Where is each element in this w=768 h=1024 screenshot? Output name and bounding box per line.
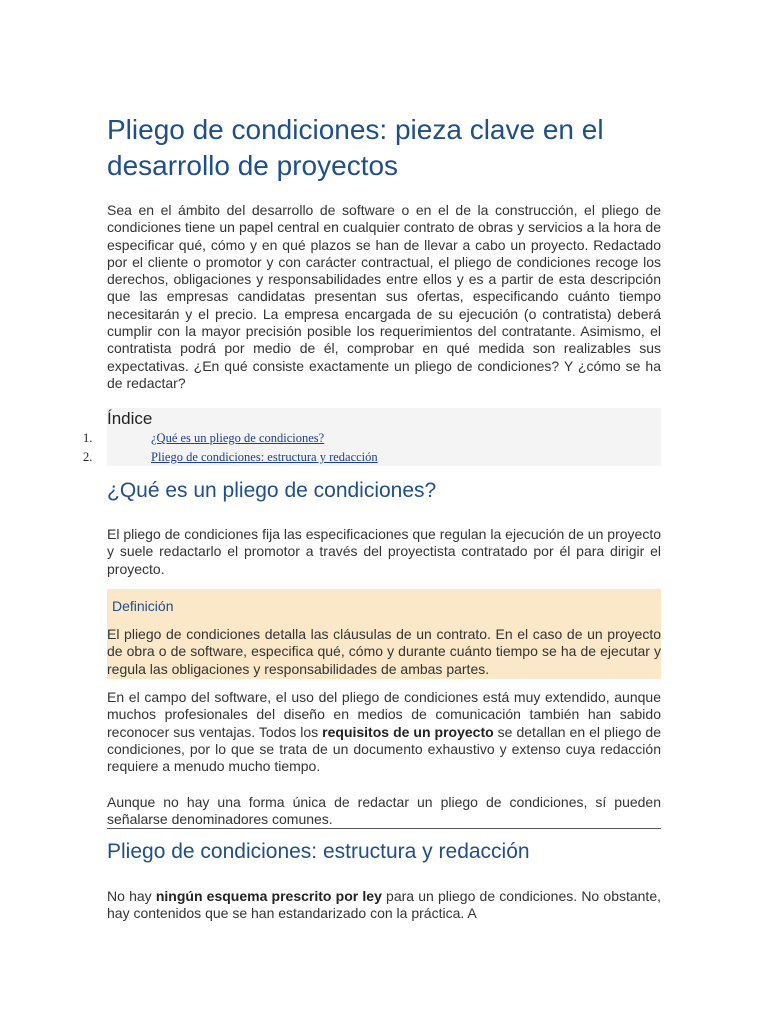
section1-paragraph: El pliego de condiciones fija las especificaciones que regulan la ejecución de un proyecto y suele redactarlo el promotor a través del proyectista contratado por él para dirigir el proyecto. [107,526,661,577]
section-heading-what-is: ¿Qué es un pliego de condiciones? [107,479,437,502]
section-heading-structure: Pliego de condiciones: estructura y redacción [107,840,530,863]
section2-paragraph: No hay ningún esquema prescrito por ley para un pliego de condiciones. No obstante, hay contenidos que se han estandarizado con la práctica. A [107,888,662,922]
definition-text: El pliego de condiciones detalla las cláusulas de un contrato. En el caso de un proyecto de obra o de software, especifica qué, cómo y durante cuánto tiempo se ha de ejecutar y regula las obligaciones y responsabilidades de ambas partes. [107,626,661,677]
toc-item-number: 1. [83,431,93,445]
divider [107,828,661,829]
toc-link-what-is[interactable]: ¿Qué es un pliego de condiciones? [151,431,325,445]
section1-paragraph-3: Aunque no hay una forma única de redactar un pliego de condiciones, sí pueden señalarse denominadores comunes. [107,794,661,828]
bold-text: requisitos de un proyecto [322,723,494,740]
intro-paragraph: Sea en el ámbito del desarrollo de software o en el de la construcción, el pliego de condiciones tiene un papel central en cualquier contrato de obras y servicios a la hora de especificar qué, cómo y en qué plazos se han de llevar a cabo un proyecto. Redactado por el cliente o promotor y con carácter contractual, el pliego de condiciones recoge los derechos, obligaciones y responsabilidades entre ellos y es a partir de esta descripción que las empresas candidatas presentan sus ofertas, especificando cuánto tiempo necesitarán y el precio. La empresa encargada de su ejecución (o contratista) deberá cumplir con la mayor precisión posible los requerimientos del contratante. Asimismo, el contratista podrá por medio de él, comprobar en qué medida son realizables sus expectativas. ¿En qué consiste exactamente un pliego de condiciones? Y ¿cómo se ha de redactar? [107,202,661,391]
toc-item-number: 2. [83,450,93,464]
toc-title: Índice [107,409,153,428]
toc-item [83,431,324,446]
page-title: Pliego de condiciones: pieza clave en el desarrollo de proyectos [107,114,604,181]
definition-label: Definición [112,598,174,614]
section1-paragraph-2: En el campo del software, el uso del pliego de condiciones está muy extendido, aunque muchos profesionales del diseño en medios de comunicación también han sabido reconocer sus ventajas. Todos los requisitos de un proyecto se detallan en el pliego de condiciones, por lo que se trata de un documento exhaustivo y extenso cuya redacción requiere a menudo mucho tiempo. [107,689,661,775]
toc-link-structure[interactable]: Pliego de condiciones: estructura y redacción [151,450,378,464]
toc-item [83,450,378,465]
bold-text: ningún esquema prescrito por ley [155,888,382,904]
